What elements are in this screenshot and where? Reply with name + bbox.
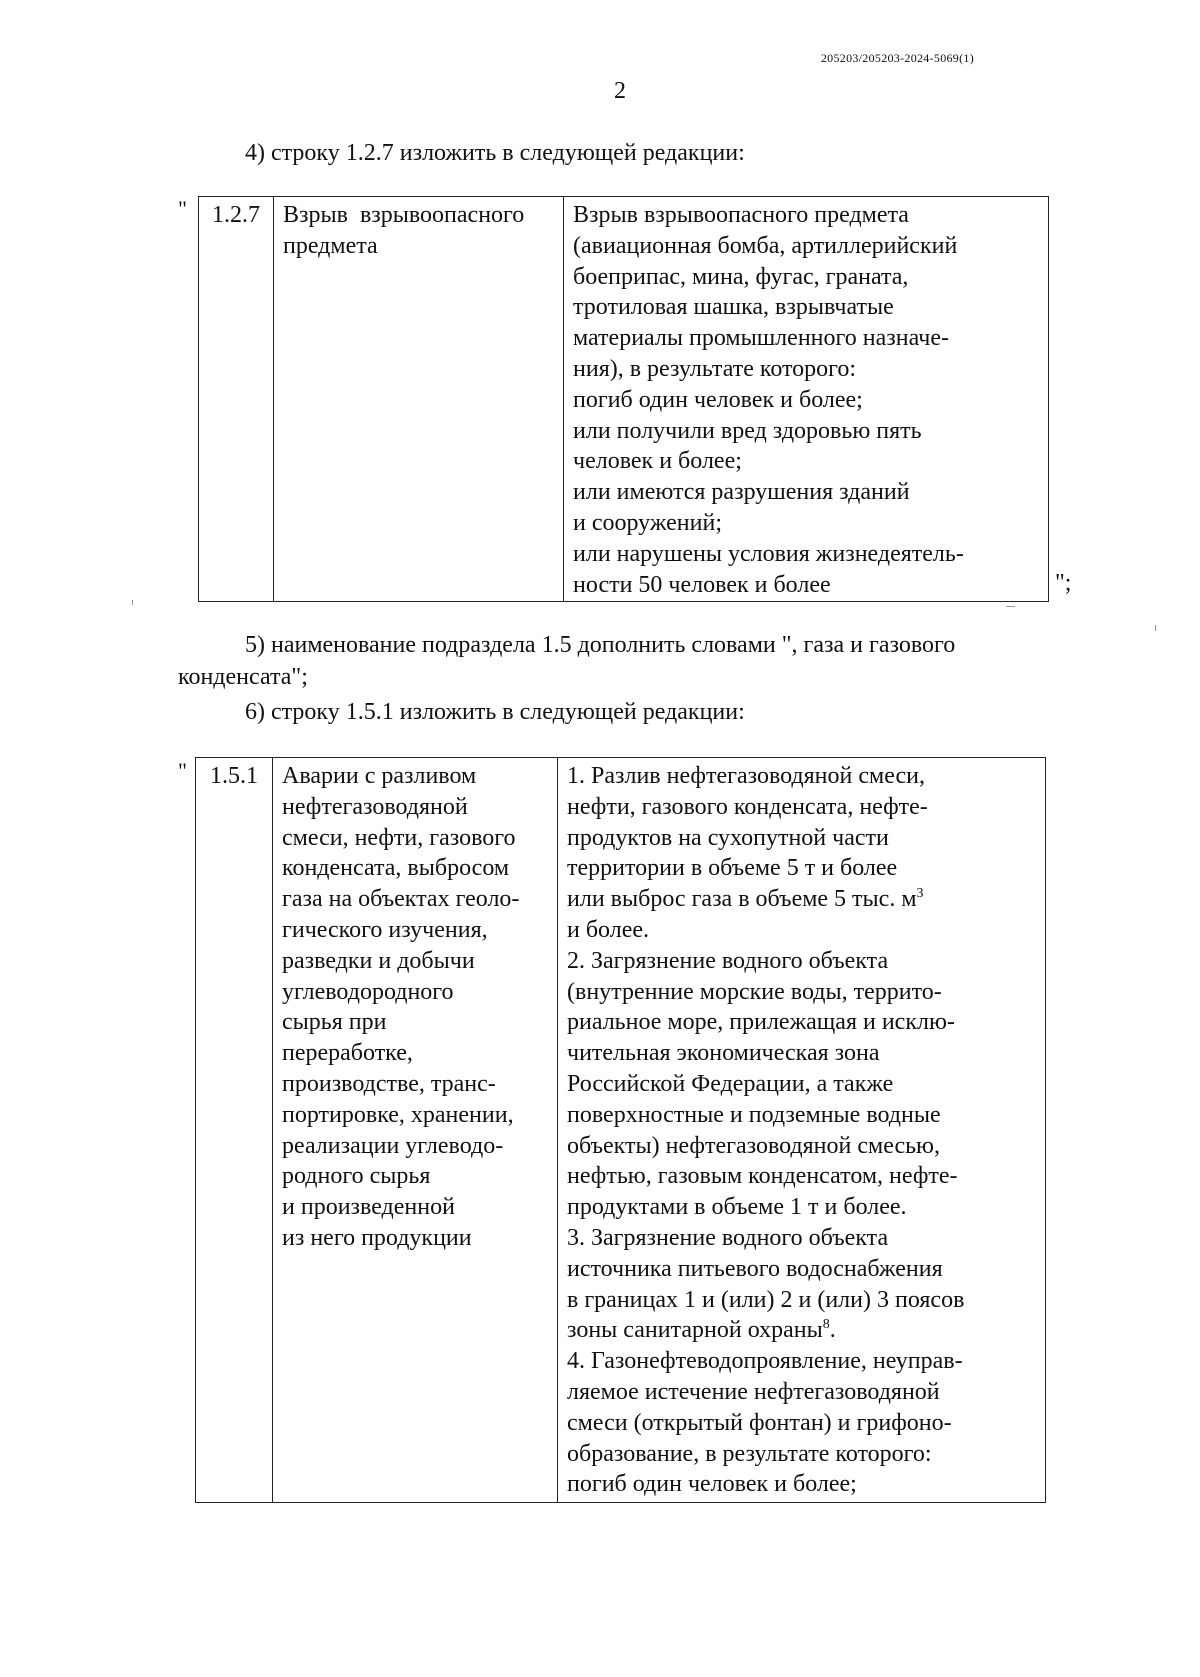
row-code: 1.2.7 bbox=[212, 202, 260, 228]
criteria-part3: . 4. Газонефтеводопроявление, неуправ- ляемое истечение нефтегазоводяной смеси (открытый фонтан) и грифоно- образование, в результате которого: погиб один человек и более; bbox=[567, 1317, 963, 1498]
table-row-1-2-7 bbox=[198, 196, 1049, 602]
section6-open-quote: " bbox=[178, 758, 187, 783]
row-name: Взрыв взрывоопасного предмета bbox=[283, 202, 525, 259]
section4-intro: 4) строку 1.2.7 изложить в следующей редакции: bbox=[245, 140, 745, 166]
table-row bbox=[199, 197, 1049, 602]
footnote-ref: 8 bbox=[822, 1317, 830, 1333]
criteria-part1: 1. Разлив нефтегазоводяной смеси, нефти, газового конденсата, нефте- продуктов на сухопутной части территории в объеме 5 т и более или выброс газа в объеме 5 тыс. м bbox=[567, 763, 928, 913]
row-name-cell bbox=[273, 758, 558, 1503]
section4-close-quote: "; bbox=[1055, 570, 1072, 596]
table-row-1-5-1 bbox=[195, 757, 1046, 1503]
row-criteria-cell bbox=[558, 758, 1046, 1503]
scan-artifact bbox=[1155, 625, 1156, 631]
section5-line1: 5) наименование подраздела 1.5 дополнить словами ", газа и газового bbox=[245, 632, 956, 658]
page-number: 2 bbox=[614, 78, 626, 104]
criteria-part2: и более. 2. Загрязнение водного объекта (внутренние морские воды, террито- риальное море, прилежащая и исклю- чительная экономическая зона Российской Федерации, а также поверхностные и подземные водные объекты) нефтегазоводяной смесью, нефтью, газовым конденсатом, нефте- продуктами в объеме 1 т и более. 3. Загрязнение водного объекта источника питьевого водоснабжения в границах 1 и (или) 2 и (или) 3 поясов зоны санитарной охраны bbox=[567, 916, 965, 1344]
row-code-cell bbox=[199, 197, 274, 602]
scan-artifact bbox=[132, 600, 133, 605]
scan-artifact bbox=[1006, 606, 1015, 607]
row-code-cell bbox=[196, 758, 273, 1503]
row-name: Аварии с разливом нефтегазоводяной смеси, нефти, газового конденсата, выбросом газа на объектах геоло- гического изучения, разведки и добычи углеводородного сырья при переработке, производстве, транс- портировке, хранении, реализации углеводо- родного сырья и произведенной из него продукции bbox=[282, 763, 520, 1251]
document-code: 205203/205203-2024-5069(1) bbox=[820, 51, 974, 65]
section5-line2: конденсата"; bbox=[178, 664, 308, 690]
row-code: 1.5.1 bbox=[210, 763, 258, 789]
section4-open-quote: " bbox=[178, 196, 187, 221]
row-criteria-cell bbox=[564, 197, 1049, 602]
section6-intro: 6) строку 1.5.1 изложить в следующей редакции: bbox=[245, 699, 745, 725]
row-name-cell bbox=[274, 197, 564, 602]
row-criteria: Взрыв взрывоопасного предмета (авиационная бомба, артиллерийский боеприпас, мина, фугас, граната, тротиловая шашка, взрывчатые материалы промышленного назначе- ния), в результате которого: погиб один человек и более; или получили вред здоровью пять человек и более; или имеются разрушения зданий и сооружений; или нарушены условия жизнедеятель- ности 50 человек и более bbox=[573, 202, 964, 598]
table-row bbox=[196, 758, 1046, 1503]
superscript-unit: 3 bbox=[916, 886, 924, 902]
row-criteria bbox=[567, 761, 1036, 1500]
